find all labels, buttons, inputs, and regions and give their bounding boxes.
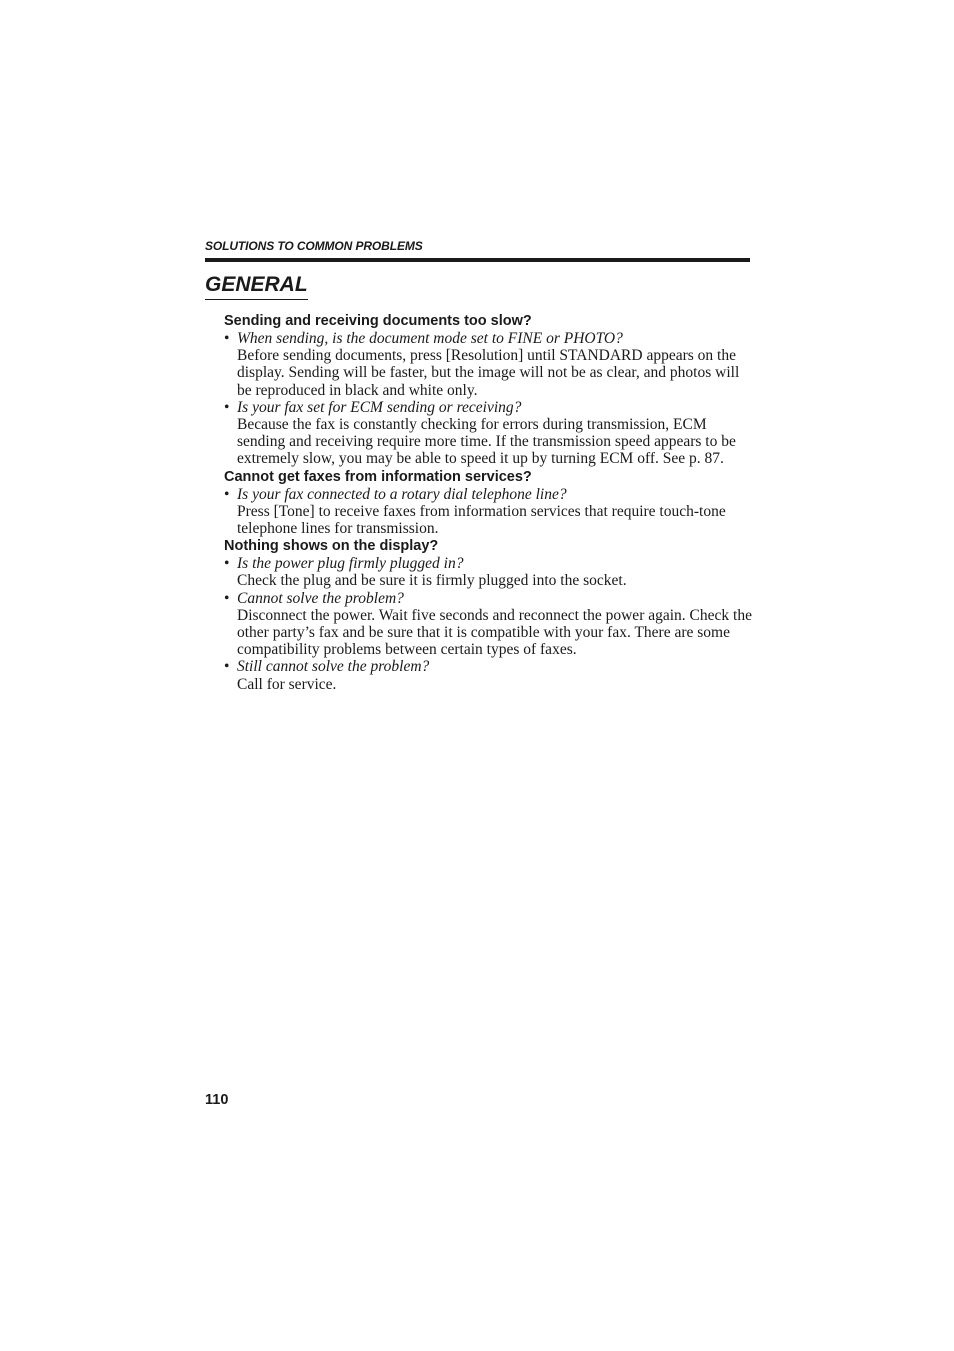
bullet-marker: • [224,555,230,573]
check-item [224,399,754,468]
bullet-marker: • [224,589,230,607]
problem-heading: Nothing shows on the display? [224,538,439,555]
problem-block [224,537,754,693]
bullet-marker: • [224,398,230,416]
check-question: Is your fax connected to a rotary dial telephone line? [237,485,567,503]
problem-heading: Sending and receiving documents too slow? [224,313,532,329]
check-answer: Disconnect the power. Wait five seconds and reconnect the power again. Check the other party’s fax and be sure that it is compatible with your fax. There are some compatibility problems between certain types of faxes. [237,606,752,659]
header-rule [205,258,750,262]
check-question: Is the power plug firmly plugged in? [237,555,464,573]
check-answer: Press [Tone] to receive faxes from information services that require touch-tone telephone lines for transmission. [237,502,726,538]
check-item [224,590,754,659]
check-answer: Because the fax is constantly checking for errors during transmission, ECM sending and receiving require more time. If the transmission speed appears to be extremely slow, you may be able to speed it up by turning ECM off. See p. 87. [237,416,736,468]
bullet-marker: • [224,485,230,503]
check-question: Is your fax set for ECM sending or receiving? [237,398,522,416]
check-item [224,486,754,538]
check-question: Still cannot solve the problem? [237,658,430,676]
bullet-marker: • [224,658,230,676]
check-question: When sending, is the document mode set to FINE or PHOTO? [237,330,623,347]
problem-heading: Cannot get faxes from information services? [224,468,532,485]
page-number: 110 [205,1092,229,1108]
check-answer: Call for service. [237,675,337,693]
check-item [224,658,754,692]
problem-block [224,312,754,468]
bullet-marker: • [224,330,230,347]
check-item [224,555,754,589]
troubleshooting-content [224,312,754,693]
check-answer: Before sending documents, press [Resolution] until STANDARD appears on the display. Sending will be faster, but the image will not be as clear, and photos will be reproduced in black and white only. [237,347,740,399]
problem-block [224,468,754,538]
section-title: GENERAL [205,272,308,300]
check-question: Cannot solve the problem? [237,589,404,607]
running-head: SOLUTIONS TO COMMON PROBLEMS [205,239,423,253]
check-item [224,330,754,399]
check-answer: Check the plug and be sure it is firmly plugged into the socket. [237,572,627,590]
